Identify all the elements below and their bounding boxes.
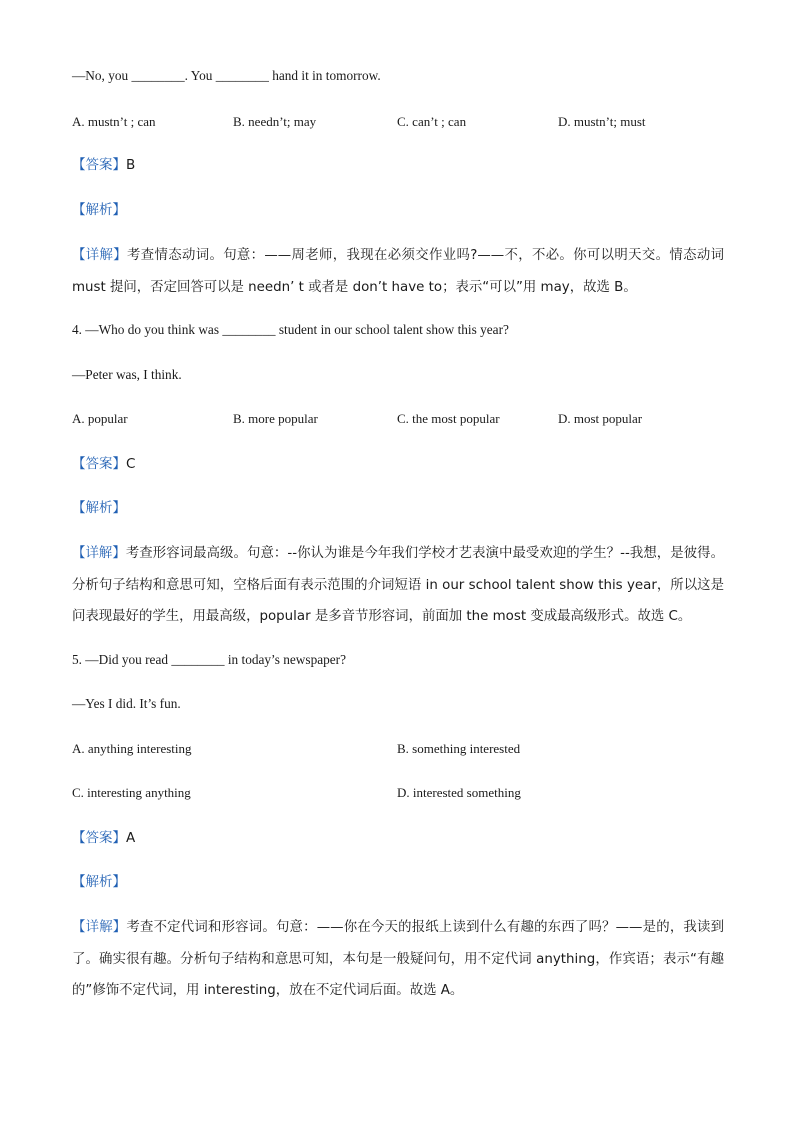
answer-value: B	[126, 157, 136, 173]
answer-tag: 【答案】	[72, 157, 126, 173]
q3-answer	[72, 156, 135, 174]
q3-answer-line: —No, you ________. You ________ hand it in tomorrow.	[72, 68, 381, 83]
answer-value: C	[126, 456, 136, 472]
detail-text: 考查情态动词。句意：——周老师，我现在必须交作业吗?——不，不必。你可以明天交。情态动词 must 提问，否定回答可以是 needn’ t 或者是 don’t have to；表示“可以”用 may，故选 B。	[72, 248, 725, 295]
q5-reply: —Yes I did. It’s fun.	[72, 696, 181, 711]
q3-option-b: B. needn’t; may	[233, 114, 317, 129]
q3-option-d: D. mustn’t; must	[558, 114, 646, 129]
q3-option-c: C. can’t ; can	[397, 114, 467, 129]
q5-option-d: D. interested something	[397, 785, 521, 800]
detail-tag: 【详解】	[72, 920, 127, 935]
q4-option-d: D. most popular	[558, 411, 643, 426]
q4-option-b: B. more popular	[233, 411, 318, 426]
q4-analysis-tag: 【解析】	[72, 500, 126, 516]
q3-detail	[72, 240, 724, 303]
q5-option-c: C. interesting anything	[72, 785, 191, 800]
answer-value: A	[126, 830, 136, 846]
detail-tag: 【详解】	[72, 546, 126, 561]
q5-analysis-tag: 【解析】	[72, 874, 126, 890]
q4-answer	[72, 455, 135, 473]
answer-tag: 【答案】	[72, 456, 126, 472]
q5-answer	[72, 829, 135, 847]
answer-tag: 【答案】	[72, 830, 126, 846]
q5-option-b: B. something interested	[397, 741, 521, 756]
q3-option-a: A. mustn’t ; can	[72, 114, 156, 129]
detail-text: 考查不定代词和形容词。句意：——你在今天的报纸上读到什么有趣的东西了吗？——是的，我读到了。确实很有趣。分析句子结构和意思可知，本句是一般疑问句，用不定代词 anything，作宾语；表示“有趣的”修饰不定代词，用 interesting，放在不定代词后面。故选 A。	[72, 920, 725, 998]
q3-analysis-tag: 【解析】	[72, 202, 126, 218]
q4-detail	[72, 538, 724, 633]
q4-option-a: A. popular	[72, 411, 128, 426]
q4-stem: 4. —Who do you think was ________ student in our school talent show this year?	[72, 322, 509, 337]
q5-detail	[72, 912, 724, 1007]
q4-reply: —Peter was, I think.	[72, 367, 182, 382]
detail-tag: 【详解】	[72, 248, 127, 263]
q5-option-a: A. anything interesting	[72, 741, 192, 756]
q4-option-c: C. the most popular	[397, 411, 500, 426]
q5-stem: 5. —Did you read ________ in today’s newspaper?	[72, 652, 347, 667]
detail-text: 考查形容词最高级。句意：--你认为谁是今年我们学校才艺表演中最受欢迎的学生？--我想，是彼得。分析句子结构和意思可知，空格后面有表示范围的介词短语 in our school talent show this year，所以这是问表现最好的学生，用最高级，popular 是多音节形容词，前面加 the most 变成最高级形式。故选 C。	[72, 546, 725, 624]
